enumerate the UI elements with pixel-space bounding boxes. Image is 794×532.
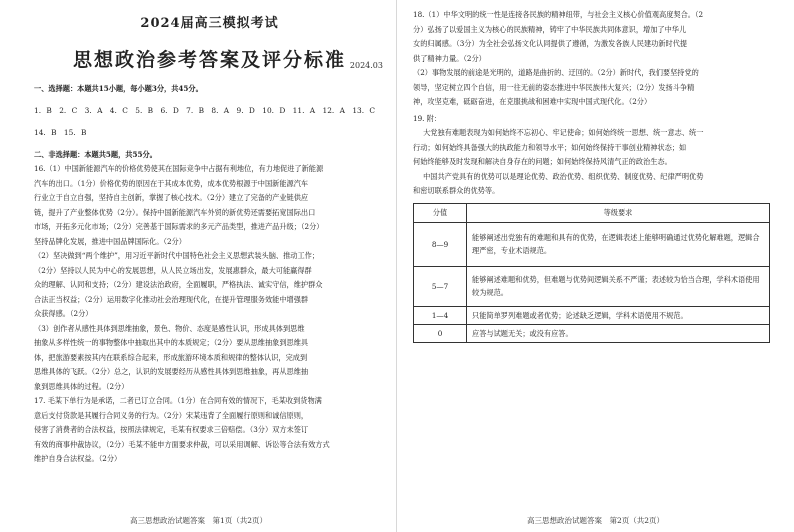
header-requirement: 等级要求	[467, 203, 770, 222]
text-line: 汽车的出口。（1分）价格优势的原因在于其成本优势，成本优势根源于中国新能源汽车	[34, 178, 309, 188]
text-line: 中国共产党具有的优势可以是理论优势、政治优势、组织优势、制度优势、纪律严明优势	[423, 171, 704, 181]
text-line: 大党独有难题表现为如何始终不忘初心、牢记使命；如何始终统一思想、统一意志、统一	[423, 128, 704, 137]
text-line: 19. 附：	[413, 113, 442, 123]
requirement-cell: 只能简单罗列难题或者优势；论述缺乏逻辑，学科术语使用不规范。	[467, 306, 770, 324]
main-title: 思想政治参考答案及评分标准	[72, 49, 346, 71]
text-line: 维护自身合法权益。（2分）	[34, 454, 122, 464]
title-row	[34, 45, 385, 72]
text-line: 18.（1）中华文明的统一性是连接各民族的精神纽带，与社会主义核心价值观高度契合。（2	[413, 10, 704, 19]
text-line: （2分）坚持以人民为中心的发展思想，从人民立场出发，发展惠群众，最大可能赢得群	[34, 265, 312, 275]
text-line: 和密切联系群众的优势等。	[413, 186, 500, 195]
score-cell: 8—9	[414, 222, 467, 266]
text-line: 众获得感。（2分）	[34, 309, 93, 319]
requirement-cell: 能够阐述难题和优势，但难题与优势间逻辑关系不严谨；表述较为恰当合理，学科术语使用较为规范。	[467, 266, 770, 306]
section1-heading: 一、选择题：本题共15小题，每小题3分，共45分。	[34, 84, 203, 93]
text-line: 供了精神力量。（2分）	[413, 53, 486, 63]
section2-heading: 二、非选择题：本题共5题，共55分。	[34, 149, 157, 159]
question-16	[34, 162, 385, 394]
text-line: 神，攻坚克难，砥砺奋进，在克服挑战和困难中实现中国式现代化。（2分）	[413, 97, 652, 106]
text-line: 侵害了消费者的合法权益，按照法律规定，毛某有权要求三倍赔偿。（3分）双方未签订	[34, 425, 309, 435]
page-2-footer: 高三思想政治试题答案 第2页（共2页）	[526, 516, 665, 525]
text-line: 合法正当权益；（2分）运用数字化推动社会治理现代化，在提升管理服务效能中增强群	[34, 294, 309, 304]
page-2	[397, 0, 794, 532]
text-line: 女的归属感。（3分）为全社会弘扬文化认同提供了遵循，为激发各族人民建功新时代提	[413, 39, 688, 48]
header-score: 分值	[414, 203, 467, 222]
table-row	[414, 222, 770, 266]
text-line: 象到思维具体的过程。（2分）	[34, 381, 129, 391]
text-line: （3）创作者从感性具体到思维抽象，景色、物价、态度是感性认识，形成具体到思维	[34, 323, 305, 333]
question-18	[413, 8, 770, 110]
text-line: 市场，开拓多元化市场；（2分）完善基于国际需求的多元产品类型，推进产品升级；（2分）	[34, 222, 324, 232]
score-cell: 1—4	[414, 306, 467, 324]
requirement-cell: 能够阐述出党独有的难题和具有的优势，在逻辑表述上能够明确通过优势化解难题，逻辑合理严密，专业术语规范。	[467, 222, 770, 266]
text-line: 思维具体的飞跃。（2分）总之，认识的发展要经历从感性具体到思维抽象，再从思维抽	[34, 367, 309, 377]
score-cell: 0	[414, 324, 467, 342]
text-line: 17. 毛某下单行为是承诺，二者已订立合同。（1分）在合同有效的情况下，毛某收到货物满	[34, 396, 322, 406]
exam-title: 2024届高三模拟考试	[140, 16, 279, 31]
text-line: 领导，坚定树立四个自信，用一往无前的姿态推进中华民族伟大复兴；（2分）发扬斗争精	[413, 82, 695, 92]
text-line: 抽象从多样性统一的事物整体中抽取出其中的本质规定；（2分）要从思维抽象到思维具	[34, 338, 309, 348]
text-line: 意后支付货款是其履行合同义务的行为。（2分）宋某违背了全面履行原则和诚信原则，	[34, 410, 309, 420]
question-17	[34, 394, 385, 467]
text-line: （2）坚决做到“两个维护”，用习近平新时代中国特色社会主义思想武装头脑、推动工作；	[34, 251, 320, 261]
text-line: 众的理解、认同和支持；（2分）建设法治政府，全面履职，严格执法、诚实守信，维护群众	[34, 280, 323, 290]
text-line: 行动；如何始终具备强大的执政能力和领导水平；如何始终保持干事创业精神状态；如	[413, 142, 687, 152]
text-line: 链，提升了产业整体优势（2分）。保持中国新能源汽车外贸的新优势还需要拓宽国际出口	[34, 207, 316, 217]
text-line: 分）弘扬了以爱国主义为核心的民族精神，铸牢了中华民族共同体意识，增加了中华儿	[413, 24, 687, 34]
page-1-footer: 高三思想政治试题答案 第1页（共2页）	[129, 516, 268, 525]
score-cell: 5—7	[414, 266, 467, 306]
text-line: 坚持品牌化发展，推进中国品牌国际化。（2分）	[34, 236, 186, 246]
text-line: （2）事物发展的前途是光明的，道路是曲折的、迂回的。（2分）新时代，我们要坚持党的	[413, 68, 699, 77]
table-row	[414, 324, 770, 342]
text-line: 有效的商事仲裁协议，（2分）毛某不能申方面要求仲裁，可以采用调解、诉讼等合法有效方式	[34, 439, 330, 449]
text-line: 16.（1）中国新能源汽车的价格优势使其在国际竞争中占据有利地位，有力地促进了新能源	[34, 164, 324, 174]
choice-answers-line-1: 1. B 2. C 3. A 4. C 5. B 6. D 7. B 8. A 9. D 10. D 11. A 12. A 13. C	[34, 105, 376, 115]
text-line: 体，把旅游要素按其内在联系综合起来，形成旅游环境本质和规律的整体认识，完成到	[34, 352, 308, 362]
question-19	[413, 112, 770, 199]
grading-table	[413, 203, 770, 343]
table-row	[414, 306, 770, 324]
exam-date: 2024.03	[349, 61, 383, 70]
choice-answers-line-2: 14. B 15. B	[34, 127, 87, 137]
text-line: 何始终能够及时发现和解决自身存在的问题；如何始终保持风清气正的政治生态。	[413, 157, 672, 166]
requirement-cell: 应答与试题无关；或没有应答。	[467, 324, 770, 342]
table-header-row	[414, 203, 770, 222]
text-line: 行业立于自立自强，坚持自主创新，掌握了核心技术。（2分）建立了完备的产业链供应	[34, 193, 309, 203]
table-row	[414, 266, 770, 306]
